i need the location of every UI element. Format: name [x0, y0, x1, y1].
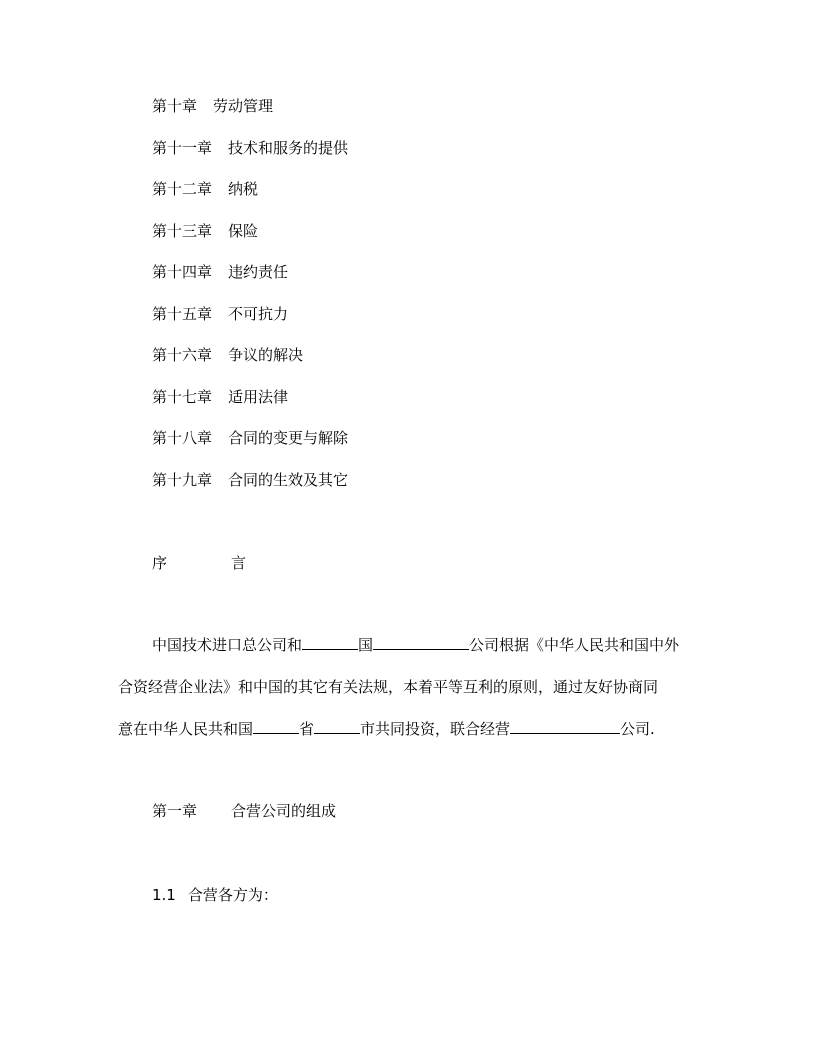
toc-item — [152, 95, 273, 117]
paragraph-text: 公司. — [620, 720, 655, 738]
toc-chapter-title: 不可抗力 — [228, 305, 289, 323]
toc-item — [152, 303, 288, 325]
fill-in-blank — [510, 718, 620, 734]
toc-item — [152, 261, 288, 283]
paragraph-text: 省 — [299, 720, 315, 738]
fill-in-blank — [373, 634, 469, 650]
toc-chapter-title: 纳税 — [228, 180, 259, 198]
toc-chapter-number: 第十章 — [152, 97, 198, 115]
toc-chapter-title: 劳动管理 — [213, 97, 274, 115]
toc-chapter-number: 第十六章 — [152, 346, 213, 364]
section-title: 合营各方为： — [187, 886, 278, 904]
toc-chapter-number: 第十三章 — [152, 222, 213, 240]
preface-heading — [152, 552, 246, 574]
preface-char-2: 言 — [231, 554, 247, 572]
paragraph-text: 意在中华人民共和国 — [118, 720, 254, 738]
toc-chapter-title: 合同的生效及其它 — [228, 471, 349, 489]
paragraph-text: 合资经营企业法》和中国的其它有关法规，本着平等互利的原则，通过友好协商同 — [118, 678, 659, 696]
toc-chapter-number: 第十一章 — [152, 139, 213, 157]
toc-item — [152, 220, 258, 242]
toc-chapter-number: 第十五章 — [152, 305, 213, 323]
toc-chapter-number: 第十九章 — [152, 471, 213, 489]
chapter-number: 第一章 — [152, 802, 198, 820]
paragraph-line-3 — [118, 718, 655, 740]
toc-chapter-number: 第十四章 — [152, 263, 213, 281]
toc-chapter-title: 合同的变更与解除 — [228, 429, 349, 447]
paragraph-line-1 — [152, 634, 679, 656]
section-number: 1.1 — [152, 886, 176, 904]
toc-item — [152, 469, 348, 491]
paragraph-text: 公司根据《中华人民共和国中外 — [469, 636, 680, 654]
toc-chapter-title: 适用法律 — [228, 388, 289, 406]
paragraph-text: 市共同投资，联合经营 — [360, 720, 511, 738]
paragraph-line-2 — [118, 676, 658, 698]
fill-in-blank — [302, 634, 358, 650]
toc-item — [152, 344, 303, 366]
fill-in-blank — [314, 718, 360, 734]
preface-char-1: 序 — [152, 554, 168, 572]
toc-chapter-number: 第十七章 — [152, 388, 213, 406]
toc-chapter-title: 违约责任 — [228, 263, 289, 281]
toc-item — [152, 137, 348, 159]
toc-item — [152, 178, 258, 200]
chapter-title: 合营公司的组成 — [231, 802, 337, 820]
section-heading — [152, 884, 278, 906]
toc-item — [152, 386, 288, 408]
fill-in-blank — [253, 718, 299, 734]
toc-item — [152, 427, 348, 449]
paragraph-text: 中国技术进口总公司和 — [152, 636, 303, 654]
toc-chapter-title: 争议的解决 — [228, 346, 304, 364]
toc-chapter-number: 第十八章 — [152, 429, 213, 447]
chapter-heading — [152, 800, 336, 822]
paragraph-text: 国 — [358, 636, 374, 654]
toc-chapter-number: 第十二章 — [152, 180, 213, 198]
toc-chapter-title: 保险 — [228, 222, 259, 240]
toc-chapter-title: 技术和服务的提供 — [228, 139, 349, 157]
